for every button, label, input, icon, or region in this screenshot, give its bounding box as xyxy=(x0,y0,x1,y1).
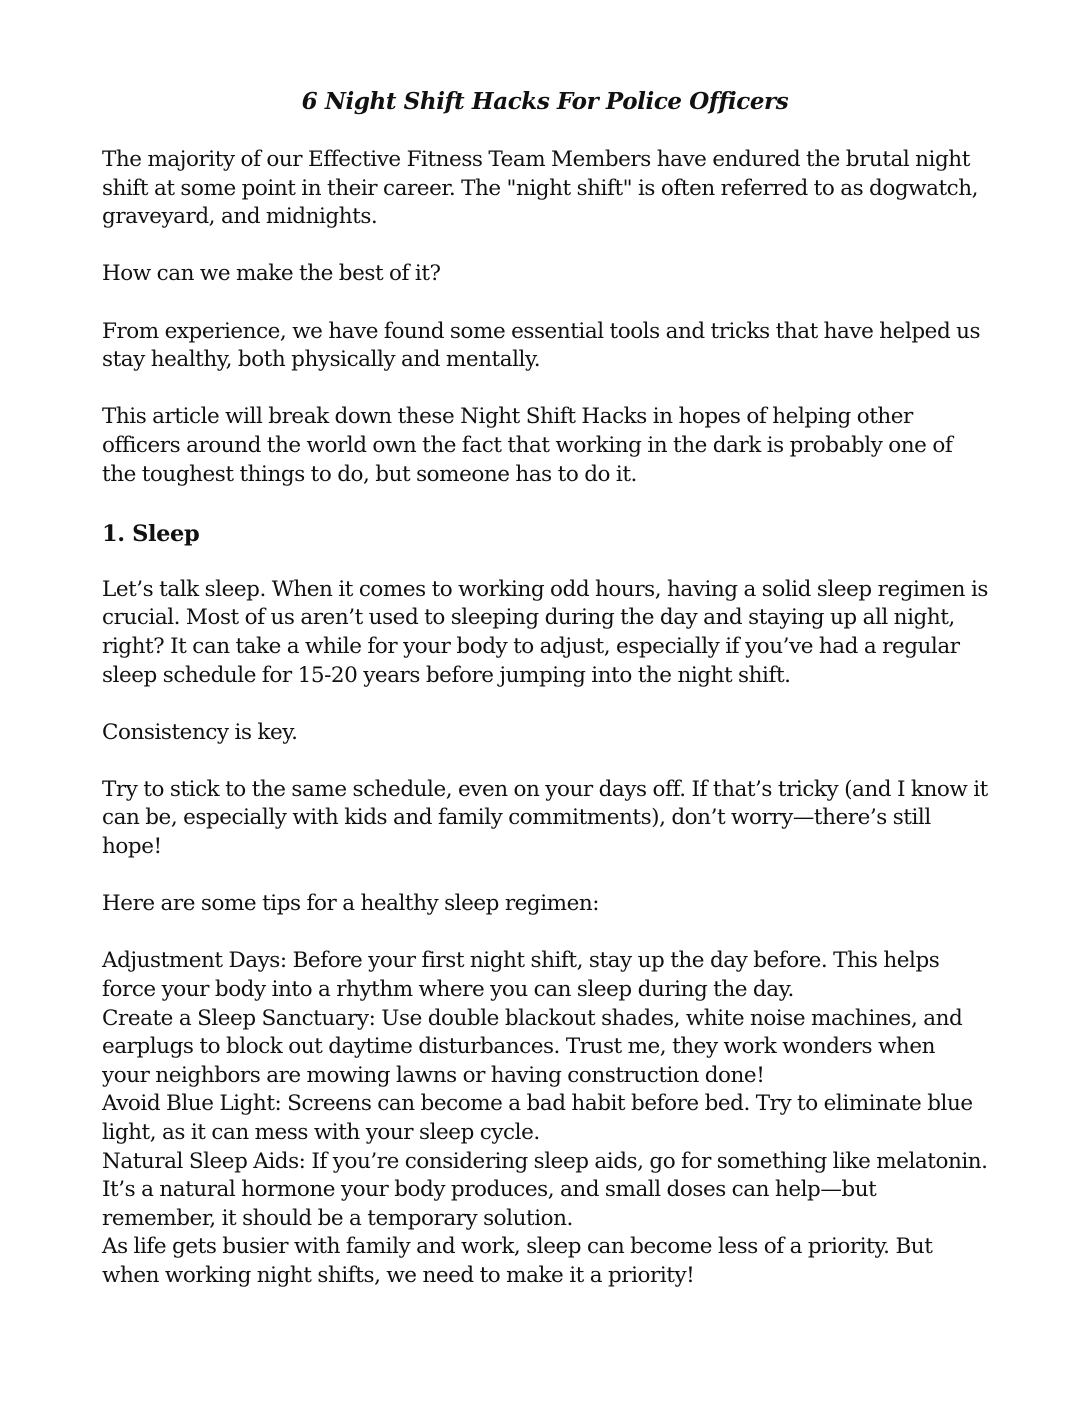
intro-paragraph: This article will break down these Night Shift Hacks in hopes of helping other officers around the world own the fact that working in the dark is probably one of the toughest things to do, but someone has to do it. xyxy=(102,404,953,487)
sleep-paragraph: Here are some tips for a healthy sleep regimen: xyxy=(102,891,600,917)
list-item: As life gets busier with family and work, sleep can become less of a priority. But when working night shifts, we need to make it a priority! xyxy=(102,1234,933,1288)
intro-paragraph: From experience, we have found some essential tools and tricks that have helped us stay healthy, both physically and mentally. xyxy=(102,318,981,373)
intro-paragraph: The majority of our Effective Fitness Team Members have endured the brutal night shift at some point in their career. The "night shift" is often referred to as dogwatch, graveyard, and midnights. xyxy=(102,147,979,230)
sleep-paragraph: Try to stick to the same schedule, even on your days off. If that’s tricky (and I know it can be, especially with kids and family commitments), don’t worry—there’s still hope! xyxy=(102,776,988,860)
list-item: Natural Sleep Aids: If you’re considering sleep aids, go for something like melatonin. It’s a natural hormone your body produces, and small doses can help—but remember, it should be a temporary solution. xyxy=(102,1148,988,1231)
sleep-tips-list xyxy=(102,947,988,1290)
article-title: 6 Night Shift Hacks For Police Officers xyxy=(301,88,789,115)
list-item: Adjustment Days: Before your first night shift, stay up the day before. This helps force your body into a rhythm where you can sleep during the day. xyxy=(102,948,940,1003)
sleep-paragraph: Let’s talk sleep. When it comes to working odd hours, having a solid sleep regimen is crucial. Most of us aren’t used to sleeping during the day and staying up all night, right? It can take a while for your body to adjust, especially if you’ve had a regular sleep schedule for 15-20 years before jumping into the night shift. xyxy=(102,576,988,688)
list-item: Create a Sleep Sanctuary: Use double blackout shades, white noise machines, and earplugs to block out daytime disturbances. Trust me, they work wonders when your neighbors are mowing lawns or having construction done! xyxy=(102,1005,963,1088)
sleep-paragraph: Consistency is key. xyxy=(102,719,298,745)
intro-paragraph: How can we make the best of it? xyxy=(102,261,441,287)
list-item: Avoid Blue Light: Screens can become a bad habit before bed. Try to eliminate blue light, as it can mess with your sleep cycle. xyxy=(102,1091,973,1145)
section-heading-sleep: 1. Sleep xyxy=(102,520,200,547)
